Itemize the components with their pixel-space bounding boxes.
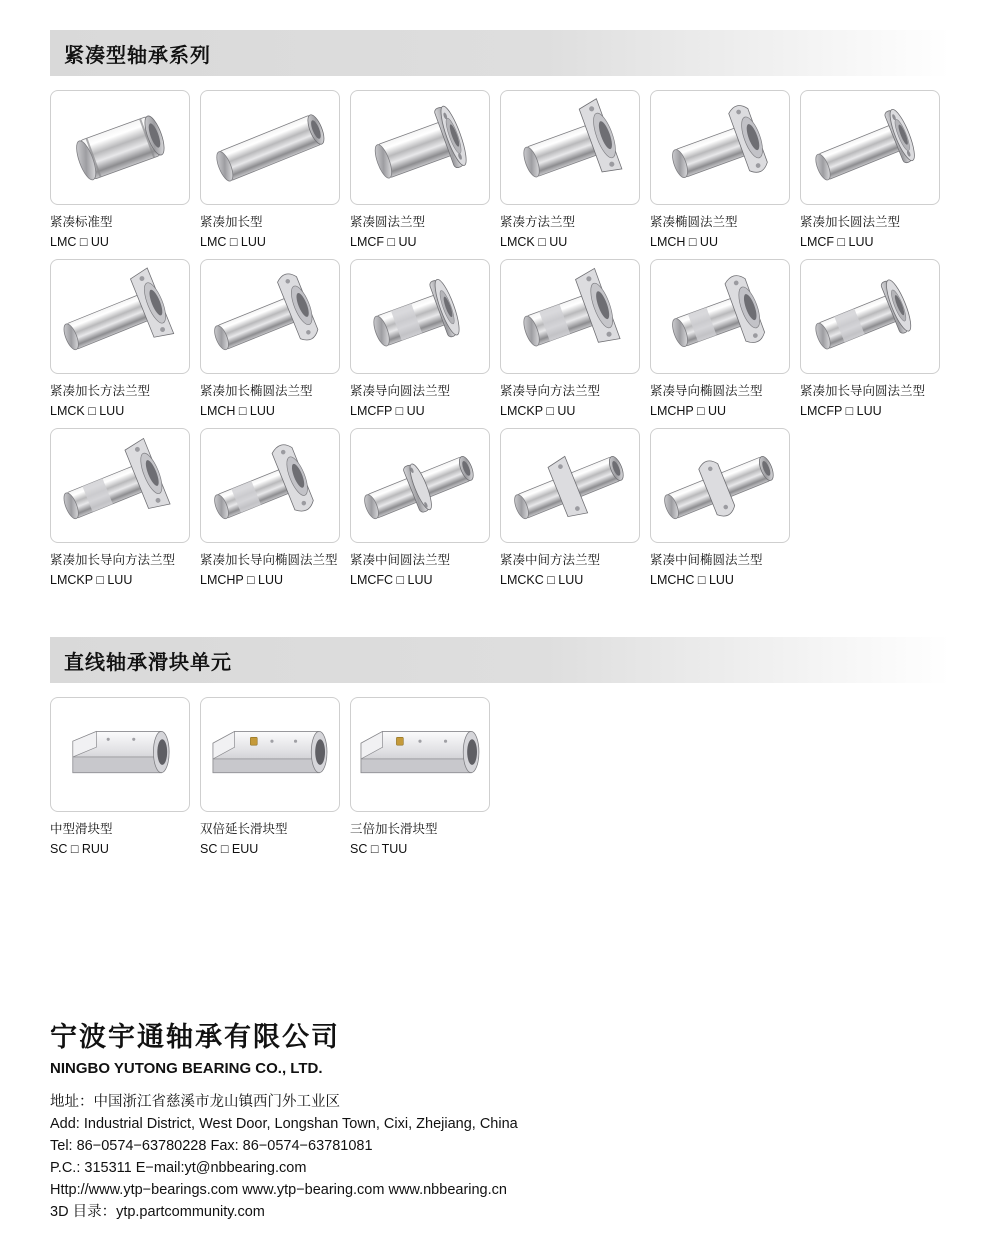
product-name-cn: 紧凑导向圆法兰型 <box>350 384 451 398</box>
product-caption <box>200 552 350 589</box>
product-caption <box>350 552 500 589</box>
product-caption <box>800 383 950 420</box>
bearing-round-flange-icon <box>351 91 489 204</box>
product-name-cn: 紧凑加长导向圆法兰型 <box>800 384 926 398</box>
product-code: LMCK □ UU <box>500 235 568 249</box>
product-name-cn: 紧凑加长圆法兰型 <box>800 215 901 229</box>
bearing-middle-oval-flange-icon <box>651 429 789 542</box>
bearing-oval-flange-icon <box>651 91 789 204</box>
product-grid-slider-units <box>50 697 950 866</box>
product-thumbnail <box>50 259 190 374</box>
product-name-cn: 紧凑加长方法兰型 <box>50 384 151 398</box>
product-thumbnail <box>350 697 490 812</box>
product-name-cn: 紧凑中间椭圆法兰型 <box>650 553 763 567</box>
product-cell[interactable] <box>200 259 350 420</box>
product-cell[interactable] <box>350 90 500 251</box>
product-caption <box>500 383 650 420</box>
product-thumbnail <box>200 259 340 374</box>
product-thumbnail <box>650 428 790 543</box>
product-cell[interactable] <box>50 697 200 858</box>
product-name-cn: 紧凑中间圆法兰型 <box>350 553 451 567</box>
product-name-cn: 紧凑加长椭圆法兰型 <box>200 384 313 398</box>
phone-fax: Tel: 86−0574−63780228 Fax: 86−0574−63781081 <box>50 1138 373 1154</box>
bearing-guide-oval-flange-icon <box>651 260 789 373</box>
bearing-square-flange-long-icon <box>51 260 189 373</box>
product-code: LMCH □ LUU <box>200 404 275 418</box>
product-caption <box>200 214 350 251</box>
product-cell[interactable] <box>500 259 650 420</box>
product-thumbnail <box>650 259 790 374</box>
product-thumbnail <box>350 259 490 374</box>
product-name-cn: 紧凑圆法兰型 <box>350 215 426 229</box>
product-name-cn: 三倍加长滑块型 <box>350 822 438 836</box>
product-thumbnail <box>50 428 190 543</box>
product-cell[interactable] <box>50 90 200 251</box>
product-cell[interactable] <box>800 90 950 251</box>
bearing-guide-oval-flange-long-icon <box>201 429 339 542</box>
product-thumbnail <box>650 90 790 205</box>
product-cell[interactable] <box>650 259 800 420</box>
product-cell[interactable] <box>350 697 500 858</box>
bearing-square-flange-icon <box>501 91 639 204</box>
product-name-cn: 紧凑导向椭圆法兰型 <box>650 384 763 398</box>
product-thumbnail <box>50 90 190 205</box>
bearing-oval-flange-long-icon <box>201 260 339 373</box>
product-code: LMCKP □ UU <box>500 404 576 418</box>
product-caption <box>650 552 800 589</box>
product-caption <box>500 552 650 589</box>
bearing-guide-round-flange-long-icon <box>801 260 939 373</box>
product-cell[interactable] <box>50 428 200 589</box>
product-cell[interactable] <box>200 697 350 858</box>
address-cn: 地址：中国浙江省慈溪市龙山镇西门外工业区 <box>50 1094 340 1110</box>
product-thumbnail <box>500 428 640 543</box>
product-code: LMCKP □ LUU <box>50 573 133 587</box>
product-code: SC □ TUU <box>350 842 408 856</box>
product-thumbnail <box>50 697 190 812</box>
product-cell[interactable] <box>350 259 500 420</box>
product-thumbnail <box>500 90 640 205</box>
product-code: LMCHP □ UU <box>650 404 727 418</box>
postal-email: P.C.: 315311 E−mail:yt@nbbearing.com <box>50 1160 307 1176</box>
product-thumbnail <box>350 90 490 205</box>
product-caption <box>800 214 950 251</box>
product-code: LMCH □ UU <box>650 235 718 249</box>
product-caption <box>350 383 500 420</box>
product-name-cn: 紧凑方法兰型 <box>500 215 576 229</box>
product-cell[interactable] <box>50 259 200 420</box>
product-caption <box>50 383 200 420</box>
product-code: LMC □ UU <box>50 235 109 249</box>
product-code: LMCK □ LUU <box>50 404 125 418</box>
product-code: LMCF □ UU <box>350 235 417 249</box>
product-thumbnail <box>200 697 340 812</box>
product-code: LMC □ LUU <box>200 235 266 249</box>
product-name-cn: 紧凑标准型 <box>50 215 113 229</box>
section-title: 直线轴承滑块单元 <box>64 651 232 674</box>
product-caption <box>200 821 350 858</box>
product-name-cn: 紧凑中间方法兰型 <box>500 553 601 567</box>
product-cell[interactable] <box>500 90 650 251</box>
product-thumbnail <box>200 428 340 543</box>
section-header-bearings <box>50 30 950 76</box>
product-code: LMCF □ LUU <box>800 235 874 249</box>
product-cell[interactable] <box>500 428 650 589</box>
product-caption <box>50 821 200 858</box>
product-caption <box>200 383 350 420</box>
slider-block-double-icon <box>201 698 339 811</box>
product-caption <box>650 383 800 420</box>
product-caption <box>50 214 200 251</box>
product-code: LMCHP □ LUU <box>200 573 284 587</box>
product-cell[interactable] <box>800 259 950 420</box>
product-code: SC □ RUU <box>50 842 109 856</box>
product-code: LMCFC □ LUU <box>350 573 433 587</box>
product-code: SC □ EUU <box>200 842 259 856</box>
product-name-cn: 紧凑加长导向方法兰型 <box>50 553 176 567</box>
slider-block-triple-icon <box>351 698 489 811</box>
product-name-cn: 紧凑加长导向椭圆法兰型 <box>200 553 338 567</box>
product-code: LMCFP □ LUU <box>800 404 882 418</box>
product-cell[interactable] <box>650 90 800 251</box>
bearing-middle-square-flange-icon <box>501 429 639 542</box>
company-name-en: NINGBO YUTONG BEARING CO., LTD. <box>50 1060 323 1077</box>
product-caption <box>350 214 500 251</box>
product-code: LMCHC □ LUU <box>650 573 734 587</box>
product-name-cn: 双倍延长滑块型 <box>200 822 288 836</box>
slider-block-standard-icon <box>51 698 189 811</box>
product-cell[interactable] <box>650 428 800 589</box>
product-caption <box>650 214 800 251</box>
product-grid-bearings <box>50 90 950 597</box>
product-thumbnail <box>800 90 940 205</box>
websites: Http://www.ytp−bearings.com www.ytp−bearing.com www.nbbearing.cn <box>50 1182 507 1198</box>
product-cell[interactable] <box>200 90 350 251</box>
bearing-round-flange-long-icon <box>801 91 939 204</box>
product-caption <box>500 214 650 251</box>
bearing-guide-round-flange-icon <box>351 260 489 373</box>
product-cell[interactable] <box>200 428 350 589</box>
product-name-cn: 紧凑椭圆法兰型 <box>650 215 738 229</box>
product-thumbnail <box>350 428 490 543</box>
company-name-cn: 宁波宇通轴承有限公司 <box>50 1022 340 1052</box>
product-code: LMCFP □ UU <box>350 404 425 418</box>
product-cell[interactable] <box>350 428 500 589</box>
section-title: 紧凑型轴承系列 <box>64 44 211 67</box>
bearing-guide-square-flange-icon <box>501 260 639 373</box>
product-caption <box>350 821 500 858</box>
product-thumbnail <box>200 90 340 205</box>
section-header-slider-units <box>50 637 950 683</box>
product-caption <box>50 552 200 589</box>
product-thumbnail <box>500 259 640 374</box>
product-name-cn: 中型滑块型 <box>50 822 113 836</box>
catalog-page <box>0 30 1000 1251</box>
catalog-3d: 3D 目录：ytp.partcommunity.com <box>50 1204 265 1220</box>
bearing-middle-round-flange-icon <box>351 429 489 542</box>
company-footer <box>50 1015 950 1223</box>
product-thumbnail <box>800 259 940 374</box>
bearing-guide-square-flange-long-icon <box>51 429 189 542</box>
bearing-plain-short-icon <box>51 91 189 204</box>
address-en: Add: Industrial District, West Door, Longshan Town, Cixi, Zhejiang, China <box>50 1116 518 1132</box>
product-name-cn: 紧凑导向方法兰型 <box>500 384 601 398</box>
contact-block <box>50 1091 950 1223</box>
product-code: LMCKC □ LUU <box>500 573 584 587</box>
bearing-plain-long-icon <box>201 91 339 204</box>
product-name-cn: 紧凑加长型 <box>200 215 263 229</box>
